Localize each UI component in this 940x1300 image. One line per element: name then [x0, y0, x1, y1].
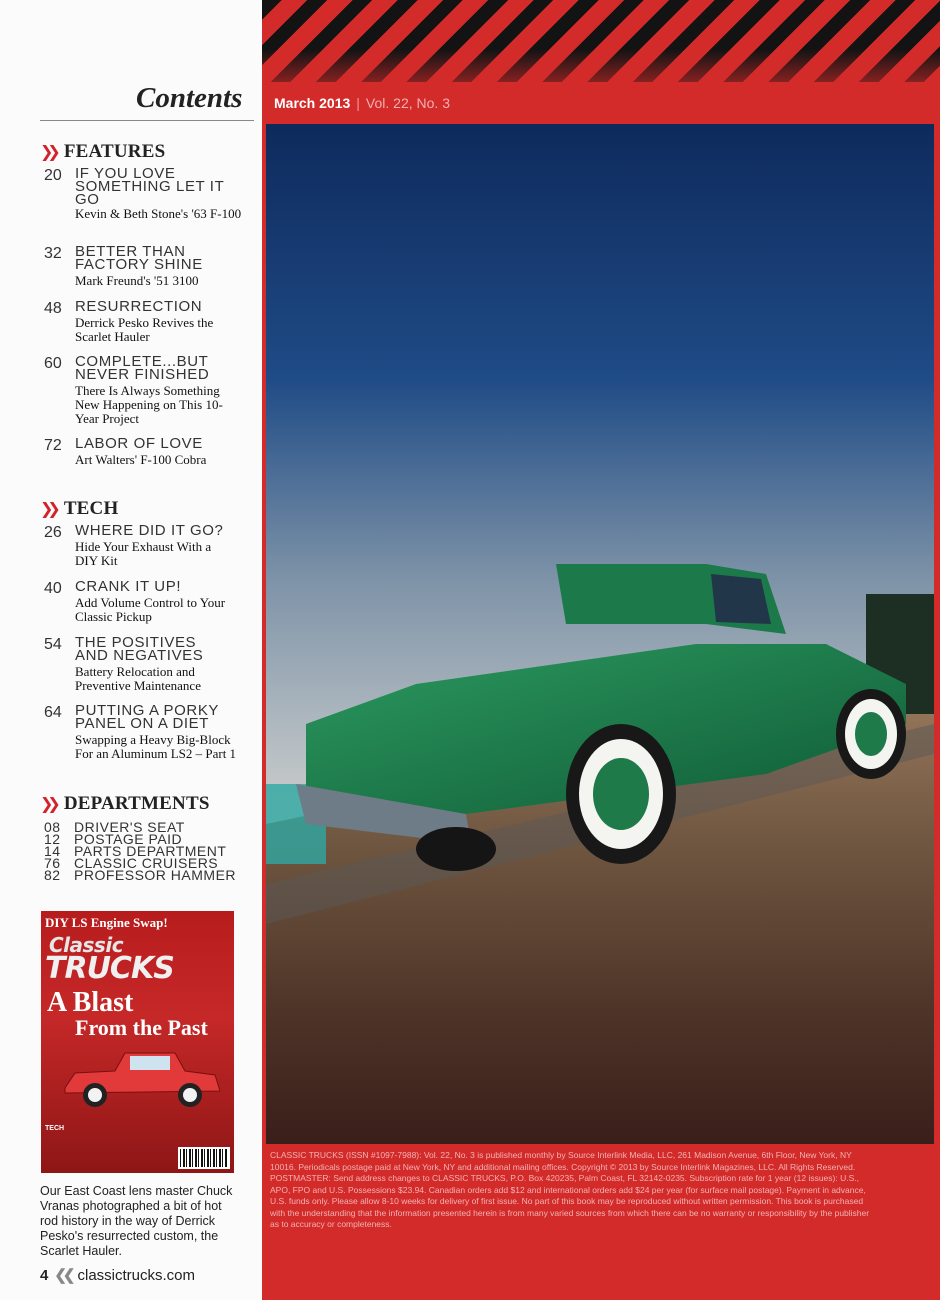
- entry-title: COMPLETE...BUT NEVER FINISHED: [75, 353, 210, 383]
- entry-title: LABOR OF LOVE: [75, 435, 203, 452]
- page-number: 48: [44, 300, 62, 317]
- dept-title: PARTS DEPARTMENT: [74, 843, 227, 859]
- entry-description: Mark Freund's '51 3100: [75, 273, 199, 288]
- separator: |: [356, 95, 360, 111]
- divider: [40, 120, 254, 121]
- cover-thumbnail[interactable]: [41, 911, 234, 1173]
- footer-site[interactable]: classictrucks.com: [77, 1267, 196, 1284]
- entry-description: Add Volume Control to Your Classic Pickup: [75, 595, 226, 624]
- chevron-right-icon: ❯❯: [40, 499, 55, 518]
- dept-title: POSTAGE PAID: [74, 831, 183, 847]
- page-number: 12: [44, 831, 61, 847]
- page-number: 60: [44, 355, 62, 372]
- dept-title: CLASSIC CRUISERS: [74, 855, 219, 871]
- section-heading-features: [40, 141, 165, 163]
- cover-logo-line2: TRUCKS: [45, 951, 174, 986]
- dept-title: PROFESSOR HAMMER: [74, 867, 237, 883]
- page-number: 26: [44, 524, 62, 541]
- cover-tagline: DIY LS Engine Swap!: [45, 915, 168, 930]
- cover-caption: Our East Coast lens master Chuck Vranas photographed a bit of hot rod history in the way of Derrick Pesko's resurrected custom, the Scarlet Hauler.: [40, 1184, 233, 1258]
- truck-photo: [266, 124, 934, 1144]
- photo-column: [262, 0, 940, 1300]
- page-number: 40: [44, 580, 62, 597]
- entry-description: Hide Your Exhaust With a DIY Kit: [75, 539, 212, 568]
- cover-tech-label: TECH: [45, 1125, 65, 1132]
- departments-list: [44, 821, 236, 881]
- entry-description: There Is Always Something New Happening on This 10-Year Project: [75, 383, 223, 426]
- issue-date: March 2013: [274, 95, 351, 111]
- issue-info: [274, 95, 450, 111]
- red-truck-image: [55, 1043, 225, 1113]
- dept-item[interactable]: [44, 869, 236, 881]
- page-number: 82: [44, 867, 61, 883]
- section-heading-tech: [40, 498, 118, 520]
- barcode: [178, 1147, 230, 1169]
- issue-volume: Vol. 22, No. 3: [365, 95, 450, 111]
- entry-title: IF YOU LOVE SOMETHING LET IT GO: [75, 165, 225, 208]
- folio-number: 4: [40, 1267, 49, 1284]
- legal-text: CLASSIC TRUCKS (ISSN #1097-7988): Vol. 22, No. 3 is published monthly by Source Interlink Media, LLC, 261 Madison Avenue, 6th Floor, New York, NY 10016. Periodicals postage paid at New York, NY and additional mailing offices. Copyright © 2013 by Source Interlink Magazines, LLC. All Rights Reserved. POSTMASTER: Send address changes to CLASSIC TRUCKS, P.O. Box 420235, Palm Coast, FL 32142-0235. Subscription rate for 1 year (12 issues): U.S., APO, FPO and U.S. Possessions $23.94. Canadian orders add $12 and international orders add $24 per year (for surface mail postage). Payment in advance, U.S. funds only. Please allow 8-10 weeks for delivery of first issue. No part of this book may be reproduced without written permission. This book is purchased with the understanding that the information presented herein is from many varied sources from which there can be no warranty or responsibility by the publisher as to accuracy or completeness.: [270, 1150, 870, 1229]
- page-number: 64: [44, 704, 62, 721]
- chevron-right-icon: ❯❯: [40, 142, 55, 161]
- page-footer: [40, 1266, 195, 1284]
- section-label: TECH: [63, 498, 119, 519]
- entry-title: RESURRECTION: [75, 298, 203, 315]
- page-number: 20: [44, 167, 62, 184]
- entry-description: Derrick Pesko Revives the Scarlet Hauler: [75, 315, 214, 344]
- entry-title: CRANK IT UP!: [75, 578, 182, 595]
- page-title: Contents: [136, 82, 243, 114]
- entry-title: PUTTING A PORKY PANEL ON A DIET: [75, 702, 219, 732]
- page-number: 72: [44, 437, 62, 454]
- entry-description: Swapping a Heavy Big-Block For an Aluminum LS2 – Part 1: [75, 732, 237, 761]
- chevron-right-icon: ❯❯: [40, 794, 55, 813]
- entry-description: Art Walters' F-100 Cobra: [75, 452, 207, 467]
- section-heading-departments: [40, 793, 210, 815]
- entry-title: BETTER THAN FACTORY SHINE: [75, 243, 203, 273]
- entry-title: THE POSITIVES AND NEGATIVES: [75, 634, 204, 664]
- chevron-left-icon: ❮❮: [54, 1267, 72, 1284]
- page-number: 14: [44, 843, 61, 859]
- section-label: FEATURES: [63, 141, 166, 162]
- contents-column: [0, 0, 262, 1300]
- cover-logo-line1: Classic: [49, 933, 124, 957]
- section-label: DEPARTMENTS: [63, 793, 210, 814]
- cover-headline-1: A Blast: [47, 987, 134, 1018]
- entry-title: WHERE DID IT GO?: [75, 522, 224, 539]
- entry-description: Battery Relocation and Preventive Maintenance: [75, 664, 201, 693]
- page-number: 54: [44, 636, 62, 653]
- cover-headline-2: From the Past: [75, 1015, 208, 1040]
- page-number: 76: [44, 855, 61, 871]
- page-number: 32: [44, 245, 62, 262]
- entry-description: Kevin & Beth Stone's '63 F-100: [75, 206, 242, 221]
- page-number: 08: [44, 819, 61, 835]
- dept-title: DRIVER'S SEAT: [74, 819, 185, 835]
- stripe-shadow: [262, 0, 940, 82]
